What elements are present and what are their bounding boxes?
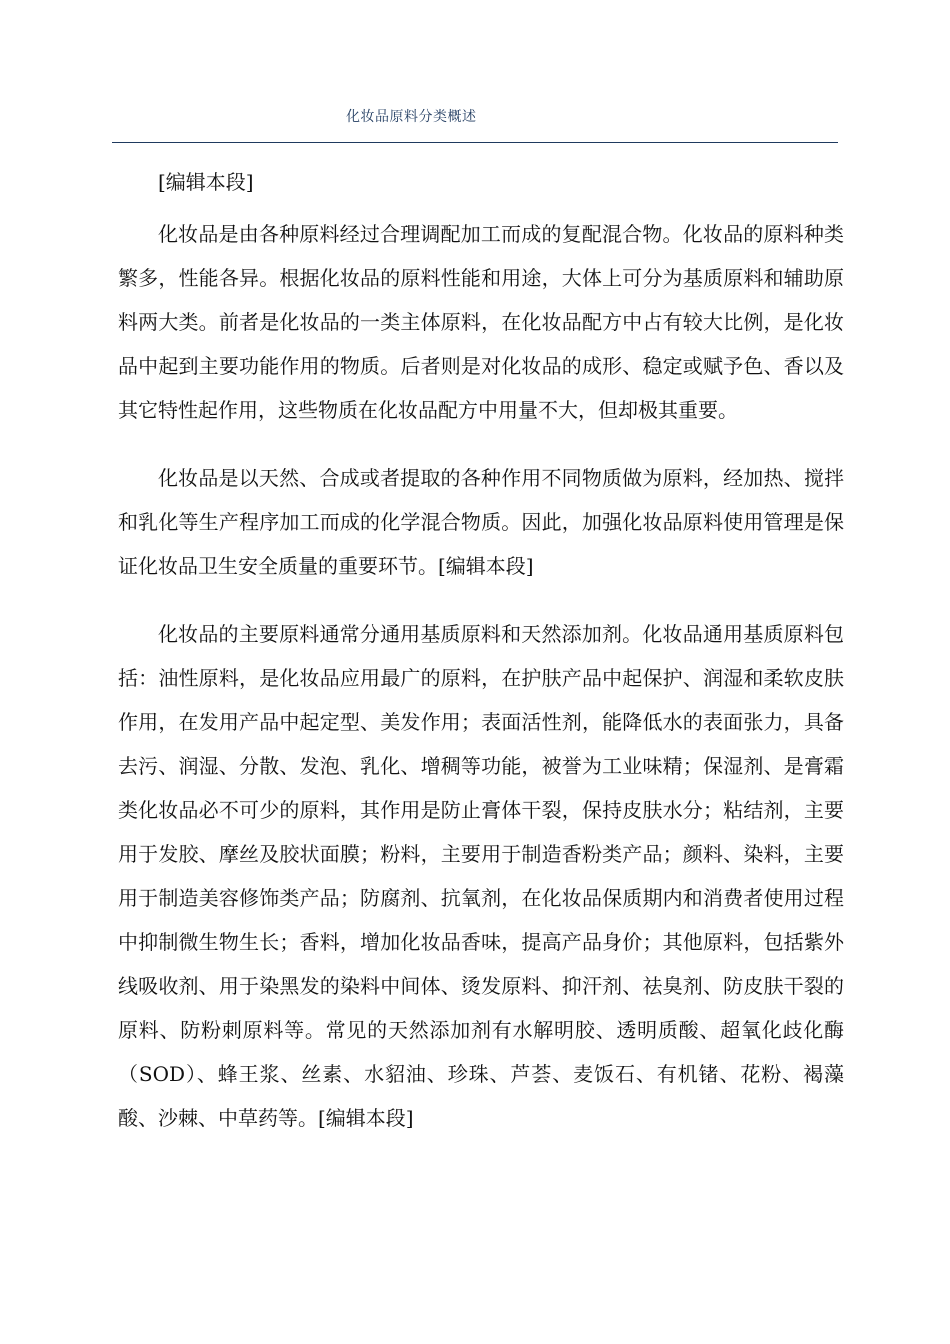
edit-section-link[interactable]: [编辑本段] — [438, 554, 534, 578]
paragraph — [118, 456, 844, 588]
paragraph-text: 化妆品是由各种原料经过合理调配加工而成的复配混合物。化妆品的原料种类繁多，性能各异。根据化妆品的原料性能和用途，大体上可分为基质原料和辅助原料两大类。前者是化妆品的一类主体原料，在化妆品配方中占有较大比例，是化妆品中起到主要功能作用的物质。后者则是对化妆品的成形、稳定或赋予色、香以及其它特性起作用，这些物质在化妆品配方中用量不大，但却极其重要。 — [118, 222, 844, 422]
paragraph-text: 化妆品是以天然、合成或者提取的各种作用不同物质做为原料，经加热、搅拌和乳化等生产程序加工而成的化学混合物质。因此，加强化妆品原料使用管理是保证化妆品卫生安全质量的重要环节。 — [118, 466, 844, 578]
paragraph — [118, 612, 844, 1140]
edit-section-link[interactable]: [编辑本段] — [318, 1106, 414, 1130]
edit-section-link[interactable]: [编辑本段] — [158, 170, 254, 194]
header-title: 化妆品原料分类概述 — [346, 109, 477, 125]
paragraph — [118, 212, 844, 432]
document-body — [118, 160, 844, 1140]
paragraph-text: 化妆品的主要原料通常分通用基质原料和天然添加剂。化妆品通用基质原料包括：油性原料，是化妆品应用最广的原料，在护肤产品中起保护、润湿和柔软皮肤作用，在发用产品中起定型、美发作用；表面活性剂，能降低水的表面张力，具备去污、润湿、分散、发泡、乳化、增稠等功能，被誉为工业味精；保湿剂、是膏霜类化妆品必不可少的原料，其作用是防止膏体干裂，保持皮肤水分；粘结剂，主要用于发胶、摩丝及胶状面膜；粉料，主要用于制造香粉类产品；颜料、染料，主要用于制造美容修饰类产品；防腐剂、抗氧剂，在化妆品保质期内和消费者使用过程中抑制微生物生长；香料，增加化妆品香味，提高产品身价；其他原料，包括紫外线吸收剂、用于染黑发的染料中间体、烫发原料、抑汗剂、祛臭剂、防皮肤干裂的原料、防粉刺原料等。常见的天然添加剂有水解明胶、透明质酸、超氧化歧化酶（SOD）、蜂王浆、丝素、水貂油、珍珠、芦荟、麦饭石、有机锗、花粉、褐藻酸、沙棘、中草药等。 — [118, 622, 844, 1130]
page-header — [112, 100, 838, 143]
